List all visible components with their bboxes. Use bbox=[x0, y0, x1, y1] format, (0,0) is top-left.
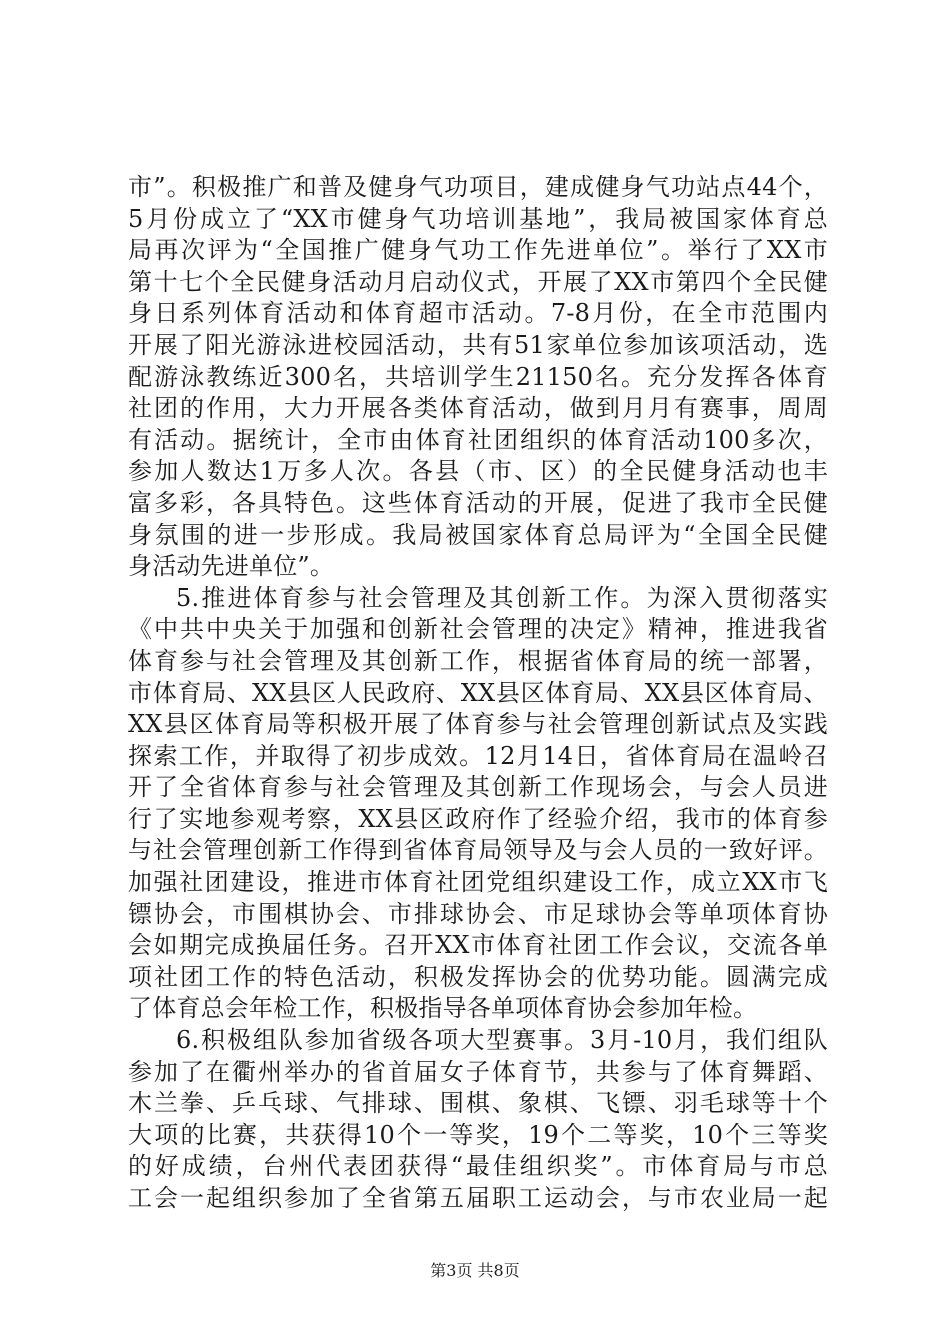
text-line: 体育参与社会管理及其创新工作，根据省体育局的统一部署， bbox=[128, 646, 828, 675]
text-line: 行了实地参观考察，XX县区政府作了经验介绍，我市的体育参 bbox=[128, 804, 828, 833]
text-line: 市”。积极推广和普及健身气功项目，建成健身气功站点44个， bbox=[128, 173, 828, 201]
text-line: 第十七个全民健身活动月启动仪式，开展了XX市第四个全民健 bbox=[128, 267, 828, 296]
text-line: 的好成绩，台州代表团获得“最佳组织奖”。市体育局与市总 bbox=[128, 1152, 828, 1181]
text-line: 木兰拳、乒乓球、气排球、围棋、象棋、飞镖、羽毛球等十个 bbox=[128, 1089, 828, 1118]
text-line: 5月份成立了“XX市健身气功培训基地”，我局被国家体育总 bbox=[128, 204, 828, 233]
text-line: 有活动。据统计，全市由体育社团组织的体育活动100多次， bbox=[128, 425, 828, 454]
text-line: 参加了在衢州举办的省首届女子体育节，共参与了体育舞蹈、 bbox=[128, 1057, 828, 1086]
text-line: 加强社团建设，推进市体育社团党组织建设工作，成立XX市飞 bbox=[128, 868, 828, 897]
text-line: 局再次评为“全国推广健身气功工作先进单位”。举行了XX市 bbox=[128, 236, 828, 265]
text-line: 配游泳教练近300名，共培训学生21150名。充分发挥各体育 bbox=[128, 362, 828, 391]
text-line: XX县区体育局等积极开展了体育参与社会管理创新试点及实践 bbox=[128, 710, 828, 739]
paragraph-first-line: 5.推进体育参与社会管理及其创新工作。为深入贯彻落实 bbox=[176, 583, 828, 612]
text-line: 大项的比赛，共获得10个一等奖，19个二等奖，10个三等奖 bbox=[128, 1120, 828, 1149]
text-line: 富多彩，各具特色。这些体育活动的开展，促进了我市全民健 bbox=[128, 488, 828, 517]
text-line: 参加人数达1万多人次。各县（市、区）的全民健身活动也丰 bbox=[128, 457, 828, 486]
text-line: 工会一起组织参加了全省第五届职工运动会，与市农业局一起 bbox=[128, 1184, 828, 1212]
text-line: 社团的作用，大力开展各类体育活动，做到月月有赛事，周周 bbox=[128, 394, 828, 423]
text-line: 身氛围的进一步形成。我局被国家体育总局评为“全国全民健 bbox=[128, 520, 828, 549]
text-line: 身活动先进单位”。 bbox=[128, 552, 335, 581]
text-line: 《中共中央关于加强和创新社会管理的决定》精神，推进我省 bbox=[128, 615, 828, 644]
paragraph-first-line: 6.积极组队参加省级各项大型赛事。3月-10月，我们组队 bbox=[176, 1026, 828, 1055]
text-line: 市体育局、XX县区人民政府、XX县区体育局、XX县区体育局、 bbox=[128, 678, 828, 707]
text-line: 项社团工作的特色活动，积极发挥协会的优势功能。圆满完成 bbox=[128, 962, 828, 991]
text-line: 开了全省体育参与社会管理及其创新工作现场会，与会人员进 bbox=[128, 773, 828, 802]
text-line: 与社会管理创新工作得到省体育局领导及与会人员的一致好评。 bbox=[128, 836, 828, 865]
text-line: 了体育总会年检工作，积极指导各单项体育协会参加年检。 bbox=[128, 994, 758, 1023]
page-footer: 第3页 共8页 bbox=[430, 1261, 520, 1280]
body-text bbox=[128, 172, 828, 1215]
text-line: 身日系列体育活动和体育超市活动。7-8月份，在全市范围内 bbox=[128, 299, 828, 328]
text-line: 探索工作，并取得了初步成效。12月14日，省体育局在温岭召 bbox=[128, 741, 828, 770]
text-line: 镖协会，市围棋协会、市排球协会、市足球协会等单项体育协 bbox=[128, 899, 828, 928]
text-line: 开展了阳光游泳进校园活动，共有51家单位参加该项活动，选 bbox=[128, 330, 828, 359]
text-line: 会如期完成换届任务。召开XX市体育社团工作会议，交流各单 bbox=[128, 931, 828, 960]
